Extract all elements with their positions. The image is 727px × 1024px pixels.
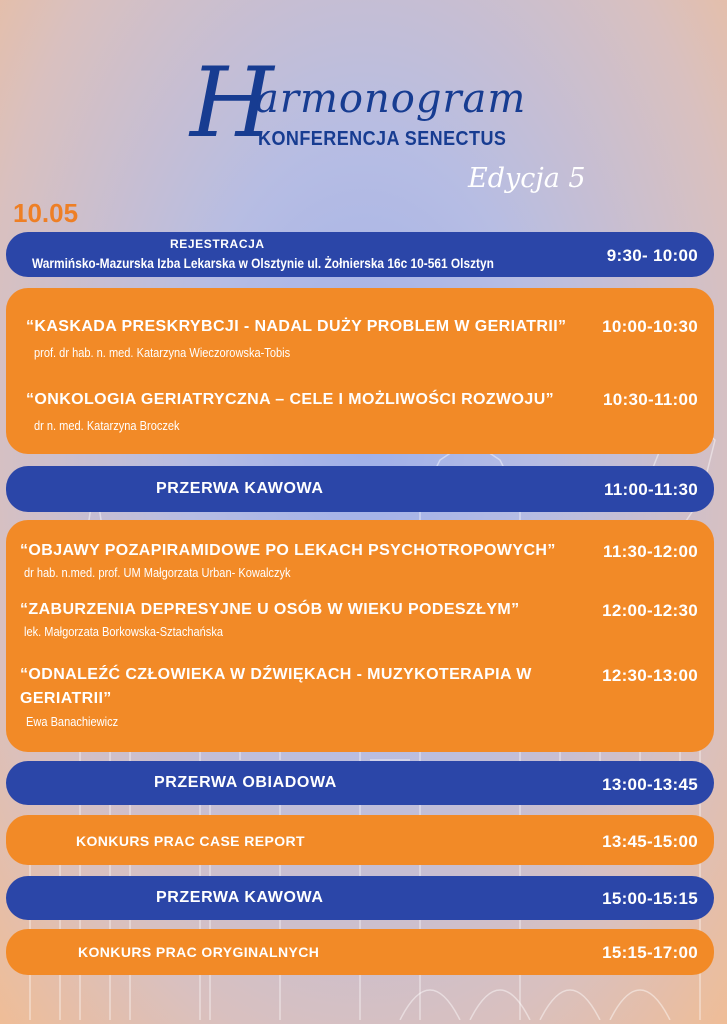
case-report-time: 13:45-15:00 bbox=[602, 832, 698, 851]
edition-label: Edycja 5 bbox=[468, 163, 586, 194]
lecture-title: “KASKADA PRESKRYBCJI - NADAL DUŻY PROBLEM W GERIATRII” bbox=[26, 318, 567, 335]
lecture-speaker: prof. dr hab. n. med. Katarzyna Wieczorowska-Tobis bbox=[34, 345, 291, 360]
break-time: 11:00-11:30 bbox=[603, 480, 698, 499]
lunch-time: 13:00-13:45 bbox=[602, 775, 698, 794]
registration-row bbox=[6, 232, 714, 277]
lecture-title: “OBJAWY POZAPIRAMIDOWE PO LEKACH PSYCHOTROPOWYCH” bbox=[20, 542, 556, 559]
lecture-speaker: lek. Małgorzata Borkowska-Sztachańska bbox=[24, 624, 223, 639]
break-label: PRZERWA KAWOWA bbox=[156, 889, 324, 906]
case-report-label: KONKURS PRAC CASE REPORT bbox=[76, 833, 305, 849]
lecture-title: “ONKOLOGIA GERIATRYCZNA – CELE I MOŻLIWOŚCI ROZWOJU” bbox=[26, 391, 555, 408]
registration-time: 9:30- 10:00 bbox=[606, 246, 698, 265]
lecture-time: 11:30-12:00 bbox=[603, 542, 698, 561]
original-works-row bbox=[6, 929, 714, 975]
lecture-speaker: dr n. med. Katarzyna Broczek bbox=[34, 418, 180, 433]
lecture-time: 10:00-10:30 bbox=[602, 317, 698, 336]
event-date: 10.05 bbox=[13, 198, 79, 228]
conference-name: KONFERENCJA SENECTUS bbox=[258, 128, 507, 150]
registration-label: REJESTRACJA bbox=[170, 237, 265, 251]
coffee-break-row-2 bbox=[6, 876, 714, 920]
lecture-time: 12:30-13:00 bbox=[602, 666, 698, 685]
lecture-speaker: dr hab. n.med. prof. UM Małgorzata Urban- Kowalczyk bbox=[24, 565, 291, 580]
lecture-block-2 bbox=[6, 520, 714, 752]
lecture-title: “ZABURZENIA DEPRESYJNE U OSÓB W WIEKU PODESZŁYM” bbox=[20, 601, 520, 618]
lecture-time: 10:30-11:00 bbox=[603, 390, 698, 409]
break-label: PRZERWA KAWOWA bbox=[156, 480, 324, 497]
registration-location: Warmińsko-Mazurska Izba Lekarska w Olsztynie ul. Żołnierska 16c 10-561 Olsztyn bbox=[32, 255, 494, 271]
lunch-break-row bbox=[6, 761, 714, 805]
page-title: armonogram bbox=[255, 76, 527, 122]
title-initial: H bbox=[190, 47, 274, 159]
lunch-label: PRZERWA OBIADOWA bbox=[154, 774, 337, 791]
lecture-block-1 bbox=[6, 288, 714, 454]
original-works-time: 15:15-17:00 bbox=[602, 943, 698, 962]
original-works-label: KONKURS PRAC ORYGINALNYCH bbox=[78, 944, 320, 960]
lecture-speaker: Ewa Banachiewicz bbox=[26, 714, 119, 729]
lecture-title-continued: GERIATRII” bbox=[20, 690, 112, 707]
lecture-time: 12:00-12:30 bbox=[602, 601, 698, 620]
case-report-row bbox=[6, 815, 714, 865]
lecture-title: “ODNALEŹĆ CZŁOWIEKA W DŹWIĘKACH - MUZYKOTERAPIA W bbox=[20, 666, 532, 683]
break-time: 15:00-15:15 bbox=[602, 889, 698, 908]
coffee-break-row bbox=[6, 466, 714, 512]
